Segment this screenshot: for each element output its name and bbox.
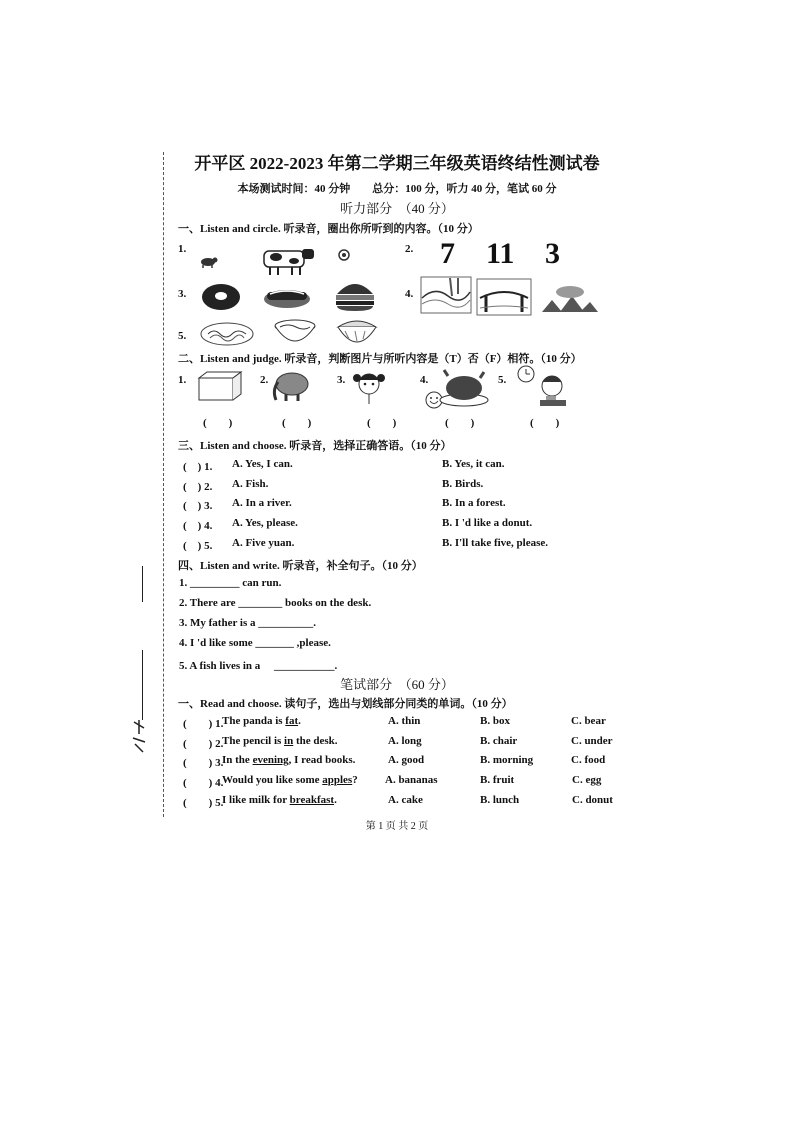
item-number: 1. bbox=[178, 243, 187, 255]
page-footer: 第 1 页 共 2 页 bbox=[365, 821, 429, 832]
question-number: ( ) 3. bbox=[183, 757, 224, 769]
option-b: B. Birds. bbox=[442, 478, 484, 490]
handwritten-mark bbox=[130, 718, 150, 754]
question-number: ( ) 5. bbox=[183, 540, 213, 552]
option-c: C. bear bbox=[571, 715, 606, 727]
option-c: C. egg bbox=[572, 774, 602, 786]
answer-paren[interactable]: ( ) bbox=[530, 417, 560, 429]
underlined-word: breakfast bbox=[289, 794, 335, 806]
option-b: B. morning bbox=[480, 754, 534, 766]
binding-line bbox=[142, 566, 143, 602]
writing-part-heading: 笔试部分 （60 分） bbox=[340, 677, 454, 692]
section4-heading: 四、Listen and write. 听录音，补全句子。（10 分） bbox=[178, 560, 423, 572]
option-b: B. I'll take five, please. bbox=[442, 537, 549, 549]
question-number: ( ) 2. bbox=[183, 481, 213, 493]
item-number: 3. bbox=[178, 288, 187, 300]
option-b: B. I 'd like a donut. bbox=[442, 517, 533, 529]
option-a: A. thin bbox=[388, 715, 421, 727]
bird-image bbox=[337, 248, 351, 262]
river-image bbox=[420, 276, 472, 314]
noodle-plate-image bbox=[200, 320, 254, 346]
section2-heading: 二、Listen and judge. 听录音，判断图片与所听内容是（T）否（F）相符。（10 分） bbox=[178, 353, 582, 365]
fill-blank-line[interactable]: 4. I 'd like some _______ ,please. bbox=[179, 637, 331, 649]
option-a: A. Fish. bbox=[232, 478, 269, 490]
answer-paren[interactable]: ( ) bbox=[282, 417, 312, 429]
option-b: B. box bbox=[480, 715, 510, 727]
item-number: 4. bbox=[405, 288, 414, 300]
rice-bowl-image bbox=[335, 317, 379, 347]
option-c: C. food bbox=[571, 754, 606, 766]
option-a: A. Five yuan. bbox=[232, 537, 295, 549]
hamburger-image bbox=[333, 278, 377, 312]
underlined-word: in bbox=[284, 735, 294, 747]
underlined-word: apples bbox=[322, 774, 353, 786]
answer-paren[interactable]: ( ) bbox=[203, 417, 233, 429]
digit-choice: 11 bbox=[486, 237, 515, 270]
option-a: A. cake bbox=[388, 794, 423, 806]
box-image bbox=[197, 370, 243, 402]
soup-bowl-image bbox=[272, 318, 318, 346]
question-number: ( ) 3. bbox=[183, 500, 213, 512]
option-c: C. donut bbox=[572, 794, 613, 806]
bridge-image bbox=[476, 278, 532, 316]
digit-choice: 7 bbox=[440, 237, 455, 270]
option-a: A. Yes, I can. bbox=[232, 458, 293, 470]
item-number: 2. bbox=[405, 243, 414, 255]
fill-blank-line[interactable]: 5. A fish lives in a ___________. bbox=[179, 660, 338, 672]
option-b: B. lunch bbox=[480, 794, 520, 806]
question-number: ( ) 1. bbox=[183, 718, 224, 730]
item-number: 5. bbox=[178, 330, 187, 342]
item-number: 4. bbox=[420, 374, 429, 386]
elephant-image bbox=[272, 370, 312, 402]
question-sentence: The pencil is in the desk. bbox=[222, 735, 338, 747]
underlined-word: fat bbox=[285, 715, 299, 727]
question-number: ( ) 4. bbox=[183, 520, 213, 532]
option-b: B. fruit bbox=[480, 774, 515, 786]
dog-image bbox=[198, 255, 218, 269]
exam-info: 本场测试时间：40 分钟 总分：100 分，听力 40 分，笔试 60 分 bbox=[237, 183, 557, 195]
cow-image bbox=[258, 243, 318, 277]
option-a: A. long bbox=[388, 735, 422, 747]
question-number: ( ) 1. bbox=[183, 461, 213, 473]
option-a: A. Yes, please. bbox=[232, 517, 298, 529]
question-sentence: The panda is fat. bbox=[222, 715, 301, 727]
question-sentence: Would you like some apples? bbox=[222, 774, 358, 786]
fill-blank-line[interactable]: 2. There are ________ books on the desk. bbox=[179, 597, 372, 609]
answer-paren[interactable]: ( ) bbox=[367, 417, 397, 429]
underlined-word: evening bbox=[252, 754, 289, 766]
answer-paren[interactable]: ( ) bbox=[445, 417, 475, 429]
roast-chicken-image bbox=[424, 366, 490, 410]
donut-image bbox=[200, 282, 242, 312]
section3-heading: 三、Listen and choose. 听录音，选择正确答语。（10 分） bbox=[178, 440, 452, 452]
item-number: 3. bbox=[337, 374, 346, 386]
item-number: 5. bbox=[498, 374, 507, 386]
clock-and-boy-image bbox=[516, 364, 572, 414]
digit-choice: 3 bbox=[545, 237, 560, 270]
section5-heading: 一、Read and choose. 读句子，选出与划线部分同类的单词。（10 分） bbox=[178, 698, 513, 710]
question-number: ( ) 2. bbox=[183, 738, 224, 750]
page-title: 开平区 2022-2023 年第二学期三年级英语终结性测试卷 bbox=[194, 154, 600, 173]
listening-part-heading: 听力部分 （40 分） bbox=[340, 201, 454, 216]
section1-heading: 一、Listen and circle. 听录音，圈出你所听到的内容。（10 分） bbox=[178, 223, 479, 235]
option-c: C. under bbox=[571, 735, 613, 747]
option-b: B. In a forest. bbox=[442, 497, 506, 509]
fill-blank-line[interactable]: 1. _________ can run. bbox=[179, 577, 282, 589]
question-sentence: In the evening, I read books. bbox=[222, 754, 356, 766]
item-number: 1. bbox=[178, 374, 187, 386]
fill-blank-line[interactable]: 3. My father is a __________. bbox=[179, 617, 316, 629]
girl-image bbox=[352, 368, 386, 406]
item-number: 2. bbox=[260, 374, 269, 386]
option-b: B. chair bbox=[480, 735, 518, 747]
question-number: ( ) 5. bbox=[183, 797, 224, 809]
option-a: A. good bbox=[388, 754, 425, 766]
village-image bbox=[540, 282, 598, 314]
option-b: B. Yes, it can. bbox=[442, 458, 505, 470]
hotdog-image bbox=[262, 284, 312, 310]
question-number: ( ) 4. bbox=[183, 777, 224, 789]
option-a: A. In a river. bbox=[232, 497, 292, 509]
question-sentence: I like milk for breakfast. bbox=[222, 794, 337, 806]
dashed-margin-line bbox=[163, 152, 164, 817]
option-a: A. bananas bbox=[385, 774, 438, 786]
